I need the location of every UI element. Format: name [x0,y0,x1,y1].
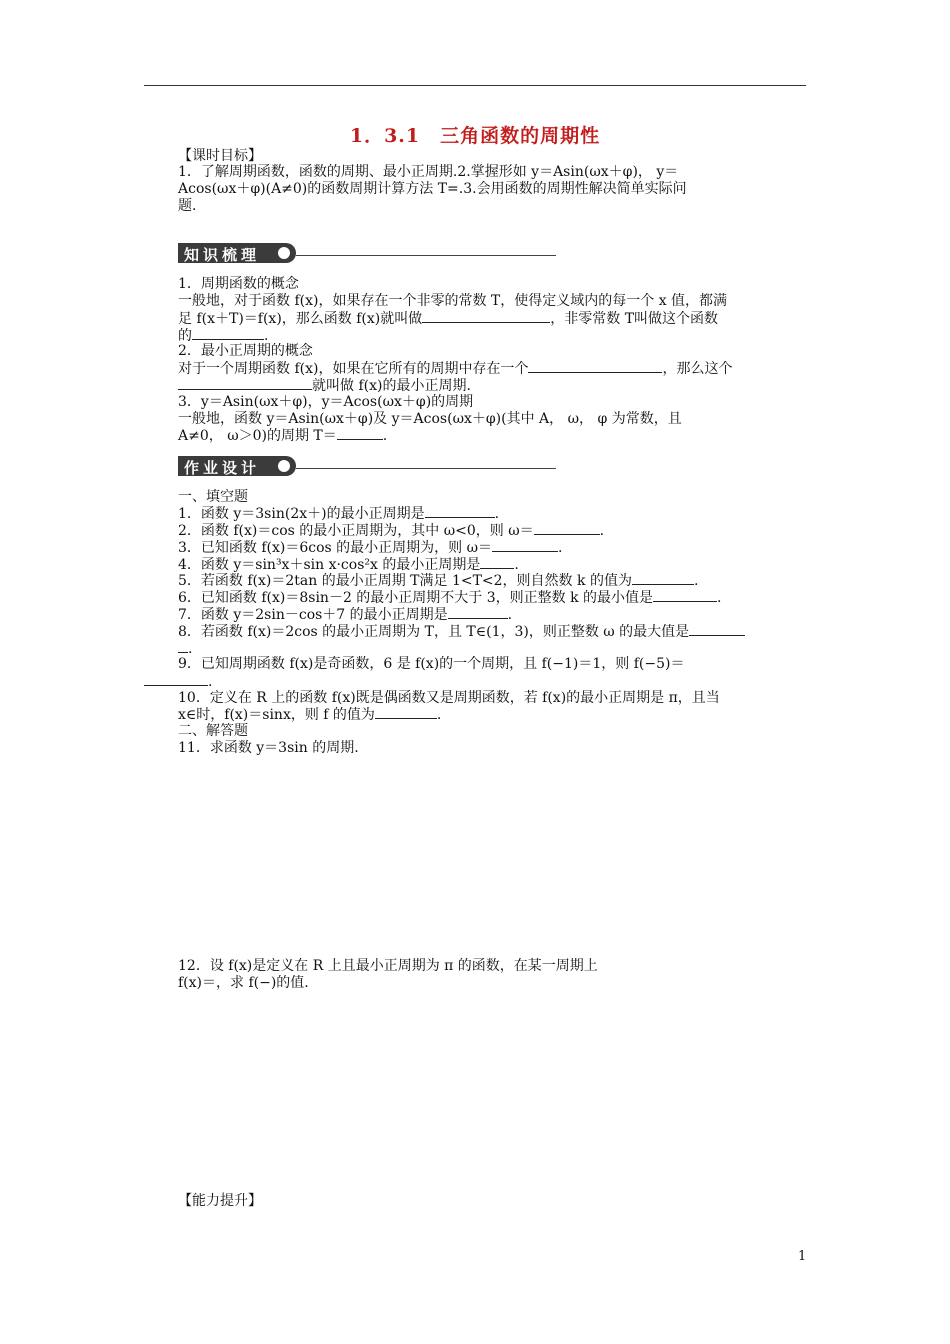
answer-blank-10[interactable] [375,706,437,719]
knowledge-1-title: 1．周期函数的概念 [178,276,299,292]
answer-blank-7[interactable] [448,606,508,619]
question-8-cont: . [178,640,808,657]
objectives-heading: 【课时目标】 [178,148,262,164]
header-rule [144,85,806,86]
solution-heading: 二、解答题 [178,723,248,739]
objective-line-3: 题. [178,198,197,214]
knowledge-3-title: 3．y＝Asin(ωx＋φ)，y＝Acos(ωx＋φ)的周期 [178,394,474,410]
question-2: 2．函数 f(x)＝cos 的最小正周期为，其中 ω<0，则 ω＝ . [178,523,605,539]
page-number: 1 [798,1249,807,1264]
knowledge-3-text-2: A≠0， ω＞0)的周期 T＝ . [178,428,388,444]
answer-blank-9[interactable] [144,673,208,686]
banner-dot-icon [278,247,290,259]
question-10-cont: x∈时，f(x)＝sinx，则 f 的值为 . [178,707,442,723]
question-9: 9．已知周期函数 f(x)是奇函数，6 是 f(x)的一个周期，且 f(−1)＝1，则 f(−5)＝ [178,656,685,672]
fill-in-heading: 一、填空题 [178,489,248,505]
answer-blank-8[interactable] [689,623,745,636]
knowledge-banner [178,243,558,263]
question-10: 10．定义在 R 上的函数 f(x)既是偶函数又是周期函数，若 f(x)的最小正周期是 π，且当 [178,690,720,706]
answer-blank-5[interactable] [632,572,694,585]
blank-period[interactable] [192,327,264,340]
page-title: 1．3.1 三角函数的周期性 [349,125,601,147]
knowledge-1-text: 一般地，对于函数 f(x)，如果存在一个非零的常数 T，使得定义域内的每一个 x 值，都满 [178,293,728,309]
question-6: 6．已知函数 f(x)＝8sin－2 的最小正周期不大于 3，则正整数 k 的最小值是 . [178,590,722,606]
question-7: 7．函数 y＝2sin－cos＋7 的最小正周期是 . [178,607,513,623]
answer-blank-2[interactable] [534,522,600,535]
blank-period-formula[interactable] [337,427,383,440]
homework-banner [178,456,558,476]
knowledge-1-text-3: 的 . [178,328,269,344]
question-3: 3．已知函数 f(x)＝6cos 的最小正周期为，则 ω＝ . [178,540,563,556]
knowledge-3-text: 一般地，函数 y＝Asin(ωx＋φ)及 y＝Acos(ωx＋φ)(其中 A， ω， φ 为常数，且 [178,411,682,427]
question-1: 1．函数 y＝3sin(2x＋)的最小正周期是 . [178,506,500,522]
question-12-cont: f(x)＝，求 f(−)的值. [178,975,309,991]
blank-periodic-function[interactable] [422,310,550,323]
knowledge-banner-label: 知识梳理 [184,246,261,264]
objective-line-2: Acos(ωx＋φ)(A≠0)的函数周期计算方法 T=.3.会用函数的周期性解决简单实际问 [178,181,687,197]
answer-blank-4[interactable] [480,556,514,569]
answer-blank-3[interactable] [492,539,558,552]
knowledge-2-title: 2．最小正周期的概念 [178,343,313,359]
homework-banner-label: 作业设计 [184,459,261,477]
question-11: 11．求函数 y＝3sin 的周期. [178,740,359,756]
question-4: 4．函数 y＝sin³x＋sin x·cos²x 的最小正周期是 . [178,557,519,573]
knowledge-2-text-2: 就叫做 f(x)的最小正周期. [178,377,808,394]
blank-smallest-positive-2[interactable] [178,377,312,390]
answer-blank-6[interactable] [653,589,717,602]
ability-heading: 【能力提升】 [178,1193,262,1209]
knowledge-2-text: 对于一个周期函数 f(x)，如果在它所有的周期中存在一个 ，那么这个 [178,361,733,377]
question-9-cont: . [144,673,774,690]
answer-blank-8-cont[interactable] [178,640,188,653]
blank-smallest-positive[interactable] [528,360,662,373]
question-8: 8．若函数 f(x)＝2cos 的最小正周期为 T，且 T∈(1，3)，则正整数 ω 的最大值是 [178,623,808,640]
objective-line-1: 1．了解周期函数，函数的周期、最小正周期.2.掌握形如 y＝Asin(ωx＋φ)， y＝ [178,164,679,180]
question-12: 12．设 f(x)是定义在 R 上且最小正周期为 π 的函数，在某一周期上 [178,958,598,974]
answer-blank-1[interactable] [425,505,495,518]
question-5: 5．若函数 f(x)＝2tan 的最小正周期 T满足 1<T<2，则自然数 k 的值为 . [178,573,699,589]
banner-dot-icon [278,460,290,472]
knowledge-1-text-2: 足 f(x＋T)＝f(x)，那么函数 f(x)就叫做 ，非零常数 T叫做这个函数 [178,311,719,327]
